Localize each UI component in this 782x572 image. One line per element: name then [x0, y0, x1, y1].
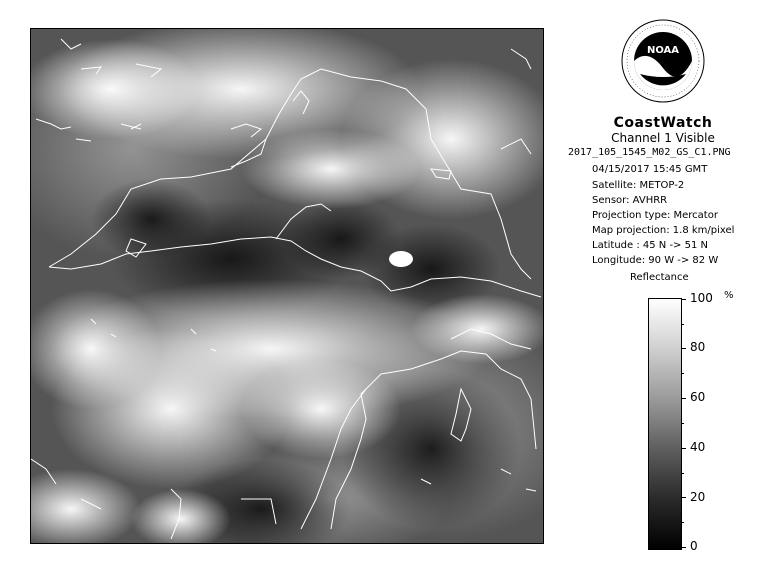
colorbar-tick: [681, 348, 686, 349]
colorbar-label-80: 80: [690, 340, 706, 354]
projection-type-label: Projection type: Mercator: [592, 210, 718, 221]
colorbar-tick-minor: [681, 473, 684, 474]
colorbar-tick-minor: [681, 423, 684, 424]
colorbar-tick: [681, 448, 686, 449]
map-projection-label: Map projection: 1.8 km/pixel: [592, 225, 735, 236]
sensor-label: Sensor: AVHRR: [592, 195, 668, 206]
longitude-label: Longitude: 90 W -> 82 W: [592, 255, 719, 266]
colorbar-tick: [681, 497, 686, 498]
colorbar-tick-minor: [681, 324, 684, 325]
reflectance-colorbar: [648, 298, 682, 550]
legend-unit: %: [724, 290, 734, 301]
satellite-label: Satellite: METOP-2: [592, 180, 685, 191]
noaa-logo-text: NOAA: [646, 45, 680, 56]
colorbar-label-20: 20: [690, 490, 706, 504]
colorbar-tick: [681, 547, 686, 548]
colorbar-tick-minor: [681, 522, 684, 523]
legend-title: Reflectance: [630, 272, 689, 283]
datetime-label: 04/15/2017 15:45 GMT: [592, 164, 708, 175]
channel-subtitle: Channel 1 Visible: [611, 131, 715, 145]
colorbar-label-100: 100: [690, 291, 713, 305]
map-canvas: [31, 29, 543, 543]
satellite-map: [30, 28, 544, 544]
colorbar-label-40: 40: [690, 440, 706, 454]
app-title: CoastWatch: [613, 115, 713, 131]
noaa-logo-icon: [620, 18, 706, 104]
colorbar-label-60: 60: [690, 390, 706, 404]
colorbar-tick: [681, 398, 686, 399]
colorbar-tick-minor: [681, 373, 684, 374]
colorbar-label-0: 0: [690, 539, 698, 553]
filename-label: 2017_105_1545_M02_GS_C1.PNG: [568, 147, 731, 158]
colorbar-tick: [681, 299, 686, 300]
latitude-label: Latitude : 45 N -> 51 N: [592, 240, 708, 251]
